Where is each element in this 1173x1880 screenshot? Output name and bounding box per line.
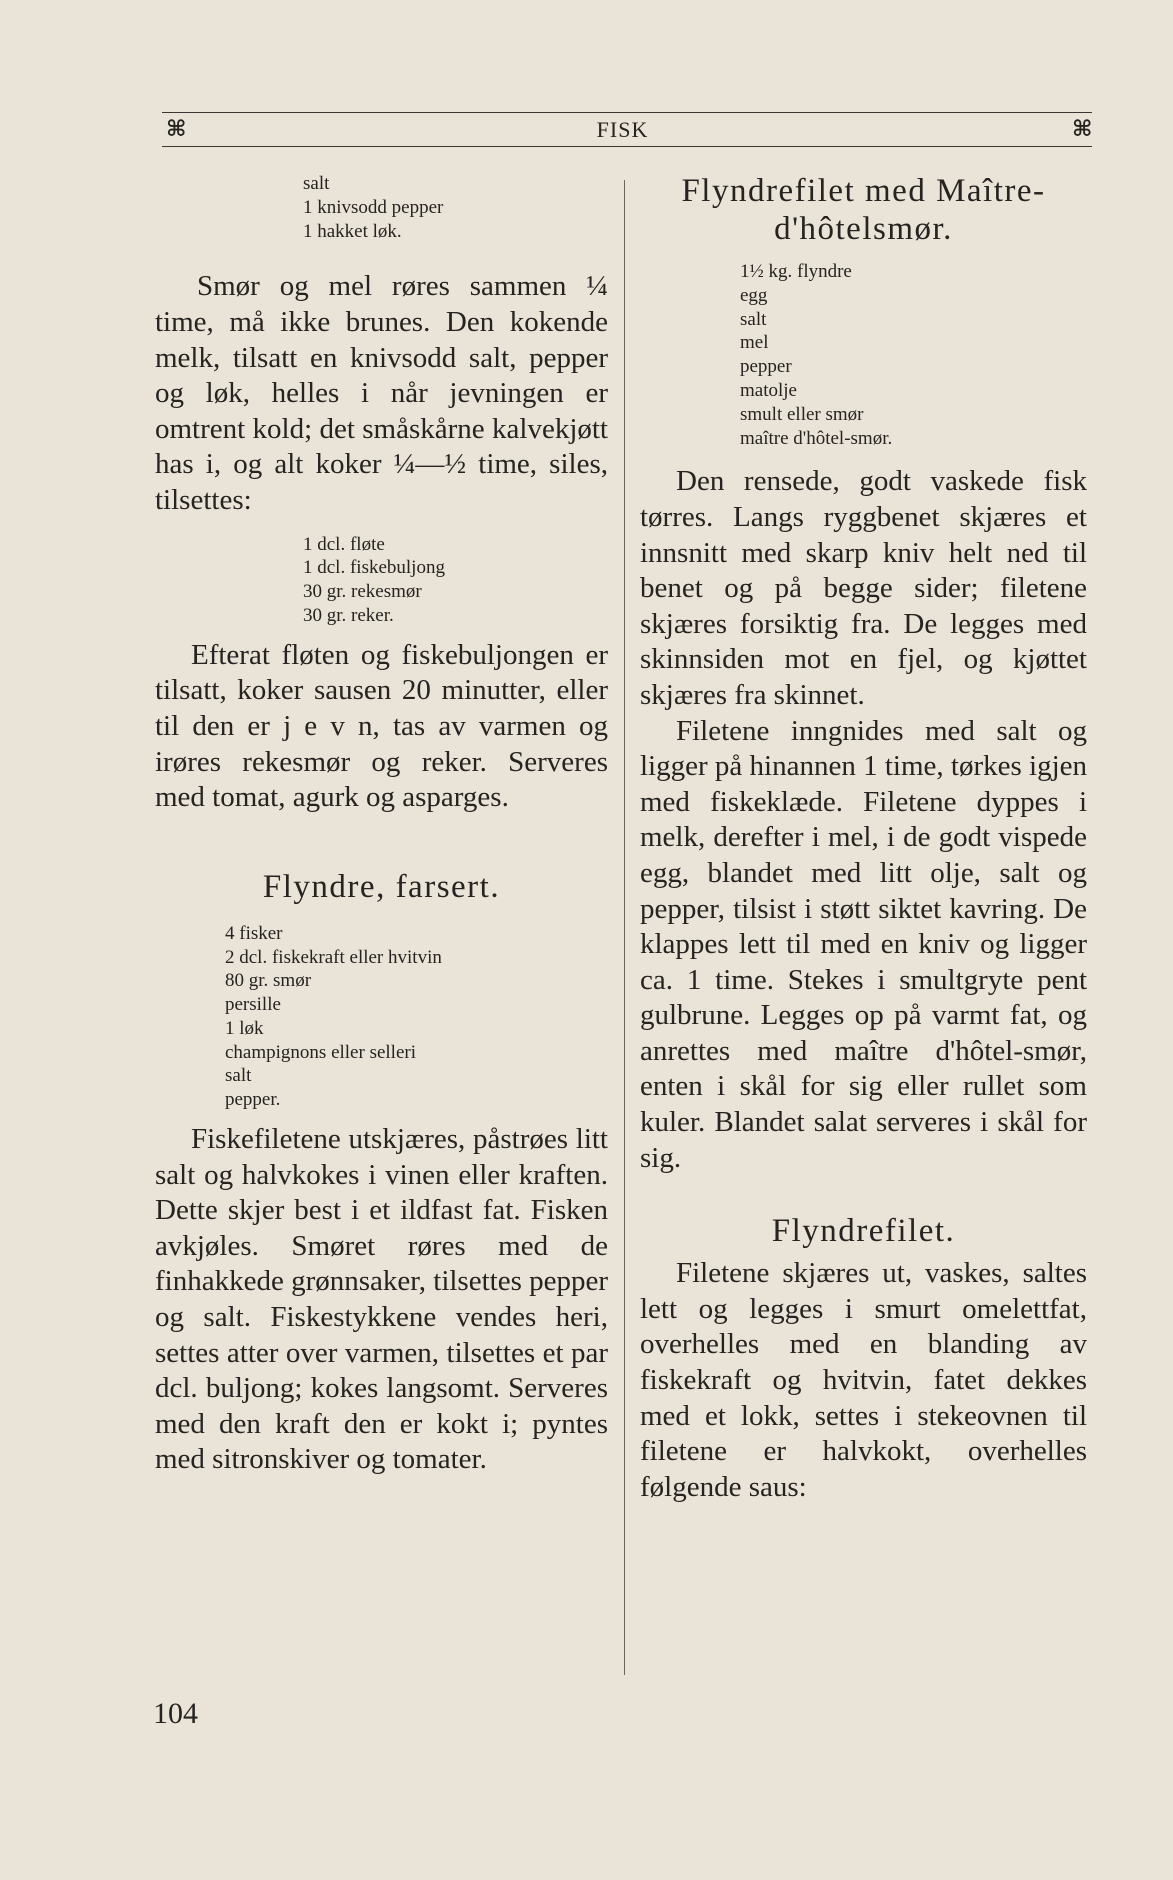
ingredient-item: 30 gr. reker. <box>303 604 394 626</box>
ingredient-item: 1 løk <box>225 1017 264 1039</box>
paragraph-saus: Efterat fløten og fiskebuljongen er tilsatt, koker sausen 20 minutter, eller til den er j e v n, tas av varmen og irøres rekesmør og reker. Serveres med tomat, agurk og asparges. <box>155 638 608 814</box>
ingredient-item: smult eller smør <box>740 403 864 425</box>
ingredient-item: 1½ kg. flyndre <box>740 261 852 282</box>
ingredient-list-top <box>303 172 608 243</box>
recipe-heading-maitre-line1: Flyndrefilet med Maître- <box>681 173 1046 209</box>
ingredient-item: pepper <box>740 356 792 378</box>
paragraph-jevning: Smør og mel røres sammen ¼ time, må ikke brunes. Den kokende melk, tilsatt en knivsodd salt, pepper og løk, helles i når jevningen er omtrent kold; det småskårne kalvekjøtt has i, og alt koker ¼—½ time, siles, tilsettes: <box>155 270 608 516</box>
ingredient-item: 1 dcl. fiskebuljong <box>303 557 445 579</box>
ingredient-list-saus <box>303 533 608 628</box>
header-ornament-right: ⌘ <box>1072 116 1093 142</box>
ingredient-list-flyndrefilet <box>740 260 1087 450</box>
recipe-heading-flyndre-farsert: Flyndre, farsert. <box>262 868 501 905</box>
recipe-heading-flyndrefilet: Flyndrefilet. <box>771 1213 956 1250</box>
ingredient-item: 80 gr. smør <box>225 970 312 992</box>
paragraph-renset-fisk: Den rensede, godt vaskede fisk tørres. Langs ryggbenet skjæres et innsnitt med skarp kniv helt ned til benet og på begge sider; filetene skjæres forsiktig fra. De legges med skinnsiden mot en fjel, og kjøttet skjæres fra skinnet. <box>640 465 1087 711</box>
column-divider <box>624 180 625 1675</box>
header-rule-top <box>162 112 1092 113</box>
ingredient-item: champignons eller selleri <box>225 1041 416 1063</box>
running-header-title: FISK <box>596 117 649 142</box>
ingredient-item: 30 gr. rekesmør <box>303 581 422 603</box>
ingredient-item: salt <box>225 1065 252 1087</box>
page-number: 104 <box>153 1697 198 1730</box>
paragraph-filetene-inngnides: Filetene inngnides med salt og ligger på hinannen 1 time, tørkes igjen med fiskeklæde. Filetene dyppes i melk, derefter i mel, i de godt vispede egg, blandet med litt olje, salt og pepper, tilsist i støtt siktet kavring. De klappes lett til med en kniv og ligger ca. 1 time. Stekes i smultgryte pent gulbrune. Legges op på varmt fat, og anrettes med maître d'hôtel-smør, enten i skål for sig eller rullet som kuler. Blandet salat serveres i skål for sig. <box>640 714 1087 1174</box>
ingredient-item: egg <box>740 284 768 306</box>
header-rule-bottom <box>162 146 1092 147</box>
paragraph-farsert: Fiskefiletene utskjæres, påstrøes litt salt og halvkokes i vinen eller kraften. Dette skjer best i et ildfast fat. Fisken avkjøles. Smøret røres med de finhakkede grønnsaker, tilsettes pepper og salt. Fiskestykkene vendes heri, settes atter over varmen, tilsettes et par dcl. buljong; kokes langsomt. Serveres med den kraft den er kokt i; pyntes med sitronskiver og tomater. <box>155 1123 609 1476</box>
ingredient-item: 1 dcl. fløte <box>303 533 385 555</box>
ingredient-item: salt <box>740 308 767 330</box>
ingredient-item: 1 hakket løk. <box>303 220 402 242</box>
paragraph-filetene-skjaeres: Filetene skjæres ut, vaskes, saltes lett og legges i smurt omelettfat, overhelles med en blanding av fiskekraft og hvitvin, fatet dekkes med et lokk, settes i stekeovnen til filetene er halvkokt, overhelles følgende saus: <box>640 1257 1087 1503</box>
ingredient-item: salt <box>303 173 330 194</box>
ingredient-list-farsert <box>225 922 608 1112</box>
ingredient-item: 1 knivsodd pepper <box>303 196 444 218</box>
recipe-heading-maitre-line2: d'hôtelsmør. <box>774 211 953 247</box>
ingredient-item: 4 fisker <box>225 922 283 944</box>
ingredient-item: persille <box>225 994 281 1016</box>
ingredient-item: 2 dcl. fiskekraft eller hvitvin <box>225 946 442 968</box>
ingredient-item: pepper. <box>225 1089 281 1111</box>
ingredient-item: matolje <box>740 379 797 401</box>
ingredient-item: maître d'hôtel-smør. <box>740 427 893 449</box>
left-column <box>155 172 608 1478</box>
ingredient-item: mel <box>740 332 769 354</box>
header-ornament-left: ⌘ <box>166 116 187 142</box>
right-column <box>640 172 1087 1505</box>
